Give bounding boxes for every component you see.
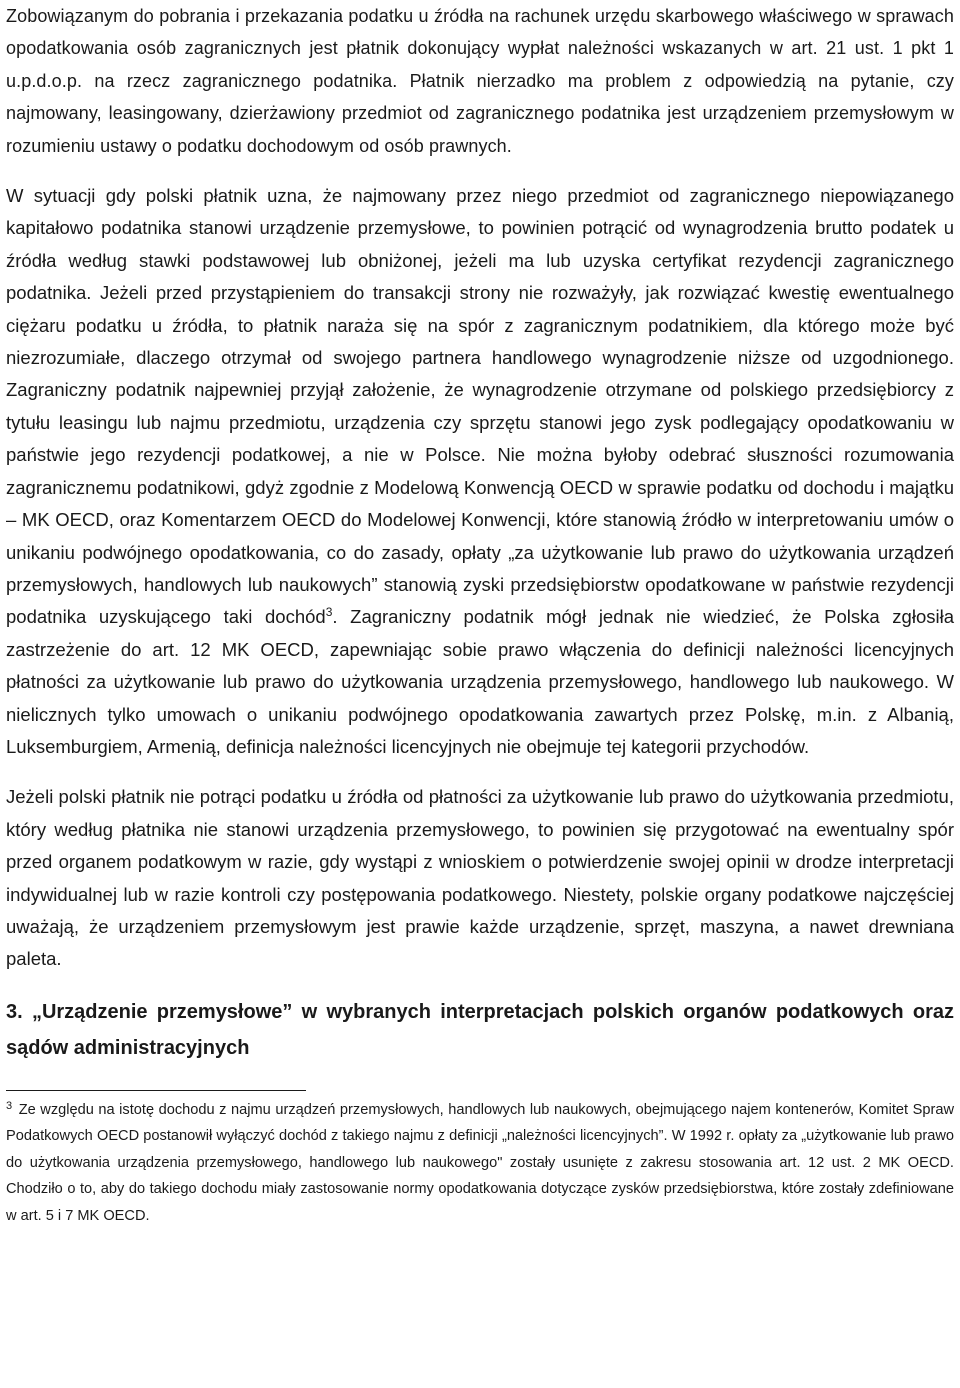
footnote-mark: 3 (6, 1099, 13, 1112)
section-heading: 3. „Urządzenie przemysłowe” w wybranych interpretacjach polskich organów podatkowych oraz sądów administracyjnych (6, 1000, 954, 1059)
paragraph-tax-dispute: Jeżeli polski płatnik nie potrąci podatku u źródła od płatności za użytkowanie lub prawo do użytkowania przedmiotu, który według płatnika nie stanowi urządzenia przemysłowego, to powinien się przygotować na ewentualny spór przed organem podatkowym w razie, gdy wystąpi z wnioskiem o potwierdzenie swojej opinii w drodze interpretacji indywidualnej lub w razie kontroli czy postępowania podatkowego. Niestety, polskie organy podatkowe najczęściej uważają, że urządzeniem przemysłowym jest prawie każde urządzenie, sprzęt, maszyna, a nawet drewniana paleta. (6, 786, 954, 970)
footnote (6, 1097, 954, 1230)
paragraph-payer-situation-text-b: . Zagraniczny podatnik mógł jednak nie wiedzieć, że Polska zgłosiła zastrzeżenie do art. 12 MK OECD, zapewniając sobie prawo włączenia do definicji należności licencyjnych płatności za użytkowanie lub prawo do użytkowania urządzenia przemysłowego, handlowego lub naukowego. W nielicznych tylko umowach o unikaniu podwójnego opodatkowania zawartych przez Polskę, m.in. z Albanią, Luksemburgiem, Armenią, definicja należności licencyjnych nie obejmuje tej kategorii przychodów. (6, 606, 954, 757)
footnote-separator (6, 1090, 306, 1091)
footnote-text: Ze względu na istotę dochodu z najmu urządzeń przemysłowych, handlowych lub naukowych, obejmującego najem kontenerów, Komitet Spraw Podatkowych OECD postanowił wyłączyć dochód z takiego najmu z definicji „należności licencyjnych”. W 1992 r. opłaty za „użytkowanie lub prawo do użytkowania urządzenia przemysłowego, handlowego lub naukowego" zostały usunięte z zakresu stosowania art. 12 ust. 2 MK OECD. Chodziło o to, aby do takiego dochodu miały zastosowanie normy opodatkowania dotyczące zysków przedsiębiorstwa, które zostały zdefiniowane w art. 5 i 7 MK OECD. (6, 1101, 954, 1224)
paragraph-payer-situation (6, 180, 954, 763)
paragraph-payer-situation-text-a: W sytuacji gdy polski płatnik uzna, że najmowany przez niego przedmiot od zagranicznego niepowiązanego kapitałowo podatnika stanowi urządzenie przemysłowe, to powinien potrącić od wynagrodzenia brutto podatek u źródła według stawki podstawowej lub obniżonej, jeżeli ma lub uzyska certyfikat rezydencji zagranicznego podatnika. Jeżeli przed przystąpieniem do transakcji strony nie rozważyły, jak rozwiązać kwestię ewentualnego ciężaru podatku u źródła, to płatnik naraża się na spór z zagranicznym podatnikiem, dla którego może być niezrozumiałe, dlaczego otrzymał od swojego partnera handlowego wynagrodzenie niższe od uzgodnionego. Zagraniczny podatnik najpewniej przyjął założenie, że wynagrodzenie otrzymane od polskiego przedsiębiorcy z tytułu leasingu lub najmu przedmiotu, urządzenia czy sprzętu stanowi jego zysk podlegający opodatkowaniu w państwie jego rezydencji podatkowej, a nie w Polsce. Nie można byłoby odebrać słuszności rozumowania zagranicznemu podatnikowi, gdyż zgodnie z Modelową Konwencją OECD w sprawie podatku od dochodu i majątku – MK OECD, oraz Komentarzem OECD do Modelowej Konwencji, które stanowią źródło w interpretowaniu umów o unikaniu podwójnego opodatkowania, co do zasady, opłaty „za użytkowanie lub prawo do użytkowania urządzeń przemysłowych, handlowych lub naukowych” stanowią zyski przedsiębiorstw opodatkowane w państwie rezydencji podatnika uzyskującego taki dochód (6, 185, 954, 628)
footnote-reference: 3 (325, 605, 333, 620)
paragraph-withholding-obligation: Zobowiązanym do pobrania i przekazania podatku u źródła na rachunek urzędu skarbowego właściwego w sprawach opodatkowania osób zagranicznych jest płatnik dokonujący wypłat należności wskazanych w art. 21 ust. 1 pkt 1 u.p.d.o.p. na rzecz zagranicznego podatnika. Płatnik nierzadko ma problem z odpowiedzią na pytanie, czy najmowany, leasingowany, dzierżawiony przedmiot od zagranicznego podatnika jest urządzeniem przemysłowym w rozumieniu ustawy o podatku dochodowym od osób prawnych. (6, 6, 954, 156)
